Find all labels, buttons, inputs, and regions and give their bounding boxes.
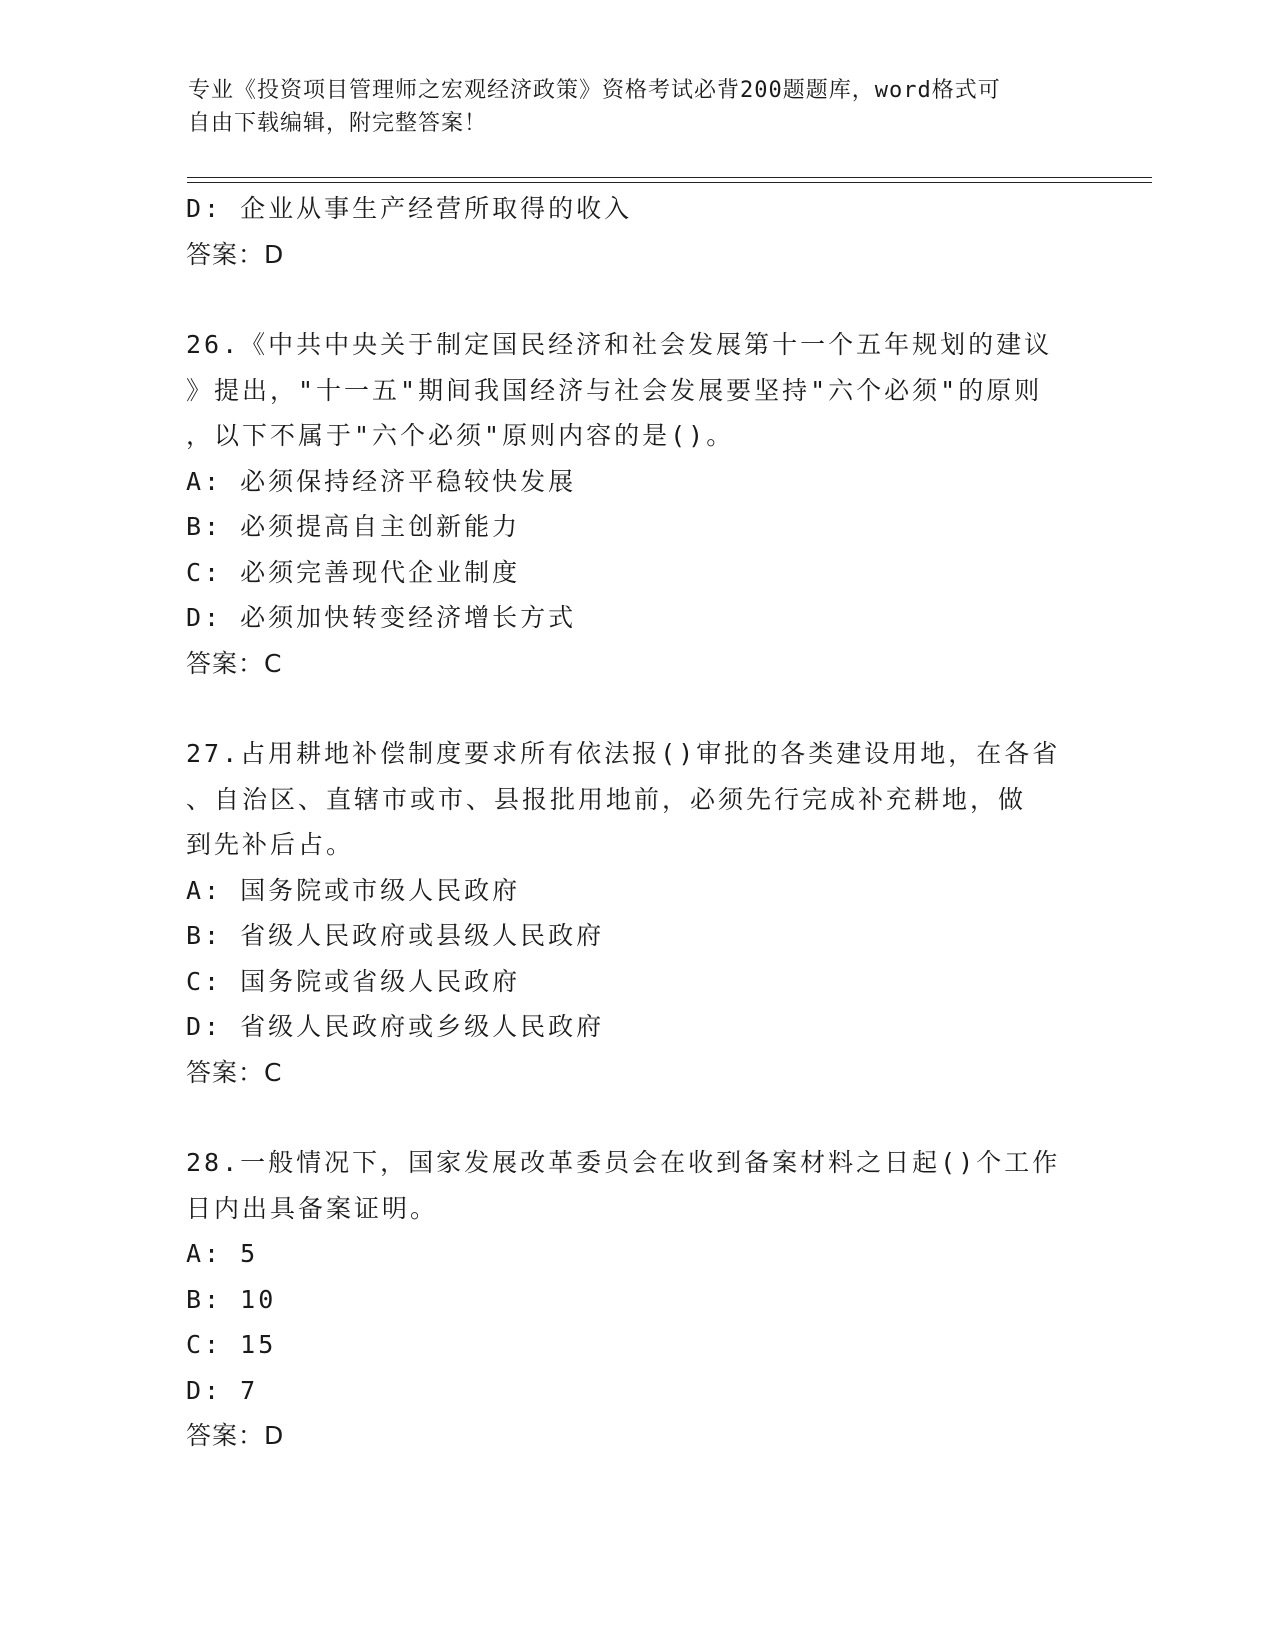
question-28-stem-line: 日内出具备案证明。 — [186, 1193, 439, 1223]
question-27-option-d: D: 省级人民政府或乡级人民政府 — [186, 1012, 605, 1041]
prev-option-d: D: 企业从事生产经营所取得的收入 — [186, 194, 633, 223]
question-27-answer: 答案：C — [186, 1057, 283, 1087]
question-26-stem-line: ，以下不属于"六个必须"原则内容的是()。 — [186, 421, 735, 450]
header-line-1: 专业《投资项目管理师之宏观经济政策》资格考试必背200题题库，word格式可 — [188, 78, 1001, 103]
question-27-stem-line: 到先补后占。 — [186, 830, 355, 859]
header-divider-thick — [187, 177, 1152, 178]
question-28-stem-line: 28.一般情况下，国家发展改革委员会在收到备案材料之日起()个工作 — [186, 1148, 1061, 1177]
question-28-option-b: B: 10 — [186, 1284, 277, 1314]
spacer — [186, 1095, 1086, 1140]
question-27-option-a: A: 国务院或市级人民政府 — [186, 875, 521, 905]
question-28-option-a: A: 5 — [186, 1239, 259, 1268]
prev-answer: 答案：D — [186, 239, 285, 269]
question-26-stem-line: 26.《中共中央关于制定国民经济和社会发展第十一个五年规划的建议 — [186, 330, 1053, 359]
header-line-2: 自由下载编辑，附完整答案！ — [188, 111, 488, 136]
question-27 — [186, 731, 1086, 1095]
question-26-option-b: B: 必须提高自主创新能力 — [186, 512, 521, 541]
question-26-option-c: C: 必须完善现代企业制度 — [186, 557, 521, 587]
question-26-answer: 答案：C — [186, 648, 283, 678]
spacer — [186, 277, 1086, 322]
question-27-option-c: C: 国务院或省级人民政府 — [186, 966, 521, 996]
question-28-option-d: D: 7 — [186, 1375, 259, 1405]
document-header — [188, 74, 1068, 140]
question-26-option-d: D: 必须加快转变经济增长方式 — [186, 603, 577, 632]
question-27-stem-line: 27.占用耕地补偿制度要求所有依法报()审批的各类建设用地，在各省 — [186, 739, 1061, 768]
question-28-answer: 答案：D — [186, 1421, 285, 1450]
question-list — [186, 186, 1086, 1459]
question-27-stem-line: 、自治区、直辖市或市、县报批用地前，必须先行完成补充耕地，做 — [186, 784, 1027, 814]
question-26 — [186, 322, 1086, 686]
header-divider-thin — [187, 182, 1152, 183]
question-27-option-b: B: 省级人民政府或县级人民政府 — [186, 921, 605, 950]
question-28 — [186, 1140, 1086, 1459]
question-28-option-c: C: 15 — [186, 1330, 277, 1359]
spacer — [186, 686, 1086, 731]
question-26-stem-line: 》提出，"十一五"期间我国经济与社会发展要坚持"六个必须"的原则 — [186, 375, 1043, 405]
question-26-option-a: A: 必须保持经济平稳较快发展 — [186, 466, 577, 496]
